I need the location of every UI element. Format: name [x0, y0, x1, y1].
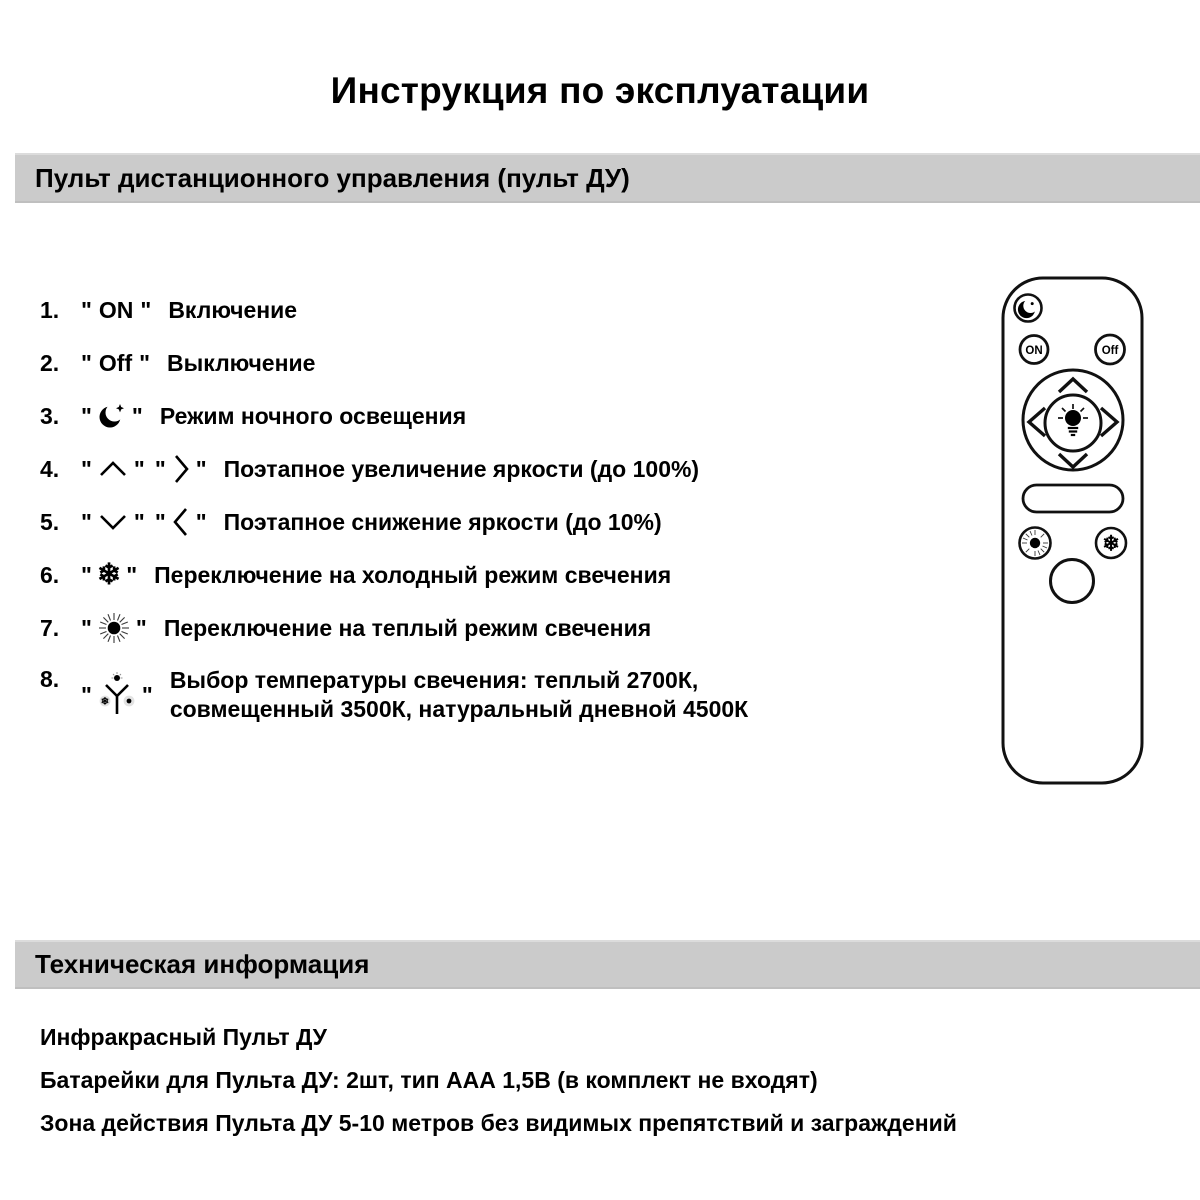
remote-night-mode-button — [1015, 295, 1042, 322]
button-label-badge: " ON " — [81, 296, 152, 323]
sun-icon — [97, 611, 131, 645]
remote-pill-button — [1023, 485, 1123, 512]
on-label: ON — [98, 296, 134, 323]
snowflake-icon: ❄ — [96, 559, 122, 591]
remote-on-button — [1020, 336, 1048, 364]
item-description: Поэтапное увеличение яркости (до 100%) — [223, 455, 700, 482]
item-description: Переключение на холодный режим свечения — [154, 561, 672, 588]
item-number: 4. — [40, 455, 60, 482]
section-heading-tech-text: Техническая информация — [35, 949, 370, 979]
button-label-badge: " Off " — [81, 349, 151, 376]
item-description: Переключение на теплый режим свечения — [163, 614, 652, 641]
button-description-list — [40, 295, 920, 747]
item-number: 6. — [40, 561, 60, 588]
chevron-left-icon — [171, 505, 191, 539]
item-number: 2. — [40, 349, 60, 376]
remote-off-button — [1096, 335, 1125, 364]
svg-text:❄: ❄ — [1102, 532, 1120, 556]
remote-round-button — [1051, 560, 1094, 603]
tech-line: Зона действия Пульта ДУ 5-10 метров без видимых препятствий и заграждений — [40, 1110, 957, 1136]
off-label: Off — [98, 349, 133, 376]
section-heading-remote — [15, 153, 1200, 203]
item-number: 3. — [40, 402, 60, 429]
item-number: 1. — [40, 296, 60, 323]
tech-info — [40, 1024, 1180, 1153]
section-heading-remote-text: Пульт дистанционного управления (пульт ДУ) — [35, 162, 630, 193]
list-item: 6. " ❄ " Переключение на холодный режим свечения — [40, 559, 672, 591]
svg-text:❄: ❄ — [100, 696, 110, 708]
section-heading-tech — [15, 940, 1200, 989]
item-number: 7. — [40, 614, 60, 641]
remote-cold-mode-button — [1096, 528, 1126, 558]
item-description: Выключение — [167, 349, 316, 376]
chevron-right-icon — [171, 452, 191, 486]
item-description: Поэтапное снижение яркости (до 10%) — [223, 508, 662, 535]
list-item — [40, 295, 920, 325]
item-description: Выбор температуры свечения: теплый 2700К, совмещенный 3500К, натуральный дневной 4500К — [169, 667, 749, 722]
svg-text:ON: ON — [1025, 345, 1043, 357]
item-description: Режим ночного освещения — [159, 402, 467, 429]
remote-warm-mode-button — [1020, 528, 1051, 559]
page-title: Инструкция по эксплуатации — [330, 70, 870, 111]
list-item: 4. " " " " Поэтапное увеличение яркости (до 100%) — [40, 454, 920, 484]
list-item: 5. " " " " Поэтапное снижение яркости (до 10%) — [40, 507, 920, 537]
remote-brightness-dial — [1023, 370, 1123, 470]
list-item: 7. " " Переключение на теплый режим свечения — [40, 613, 920, 643]
item-number: 5. — [40, 508, 60, 535]
moon-icon — [97, 401, 127, 431]
tech-line: Батарейки для Пульта ДУ: 2шт, тип ААА 1,5В (в комплект не входят) — [40, 1067, 818, 1093]
chevron-up-icon — [97, 456, 129, 482]
svg-text:Off: Off — [1101, 345, 1119, 357]
list-item — [40, 348, 920, 378]
list-item: 8. " ❄ " Выбор температуры свечения: теплый 2700К, совмещенный 3500К, натуральный дневной 4500К — [40, 666, 749, 722]
remote-control-illustration — [1001, 276, 1144, 785]
tech-line: Инфракрасный Пульт ДУ — [40, 1024, 327, 1050]
list-item: 3. " " Режим ночного освещения — [40, 401, 920, 431]
item-number: 8. — [40, 666, 60, 692]
chevron-down-icon — [97, 509, 129, 535]
temperature-select-icon — [97, 672, 137, 718]
item-description: Включение — [168, 296, 298, 323]
